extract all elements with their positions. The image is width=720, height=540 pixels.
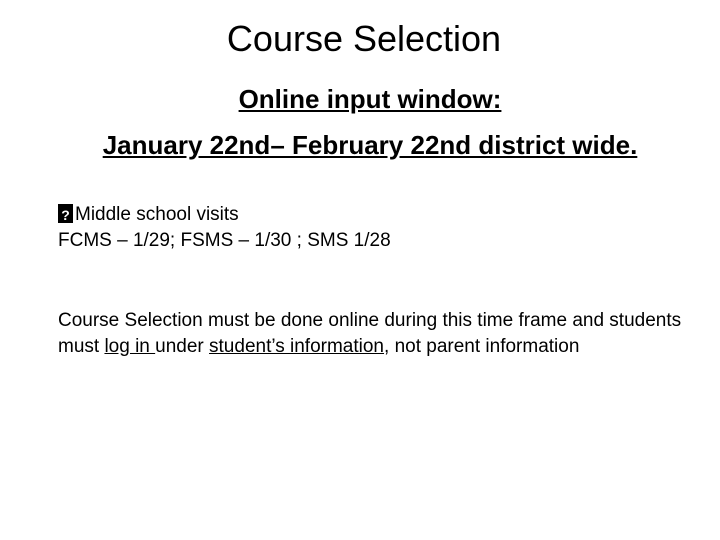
students-information-underlined: student’s information xyxy=(209,336,385,357)
instructions-paragraph xyxy=(58,308,698,360)
visits-block xyxy=(58,202,698,254)
instructions-text-3: , not parent information xyxy=(384,336,580,357)
instructions-text-2: under xyxy=(155,336,210,357)
subtitle-online-window: Online input window: xyxy=(238,84,502,114)
visits-heading: Middle school visits xyxy=(75,204,239,225)
subtitle-dates: January 22nd– February 22nd district wide. xyxy=(102,130,638,160)
instructions-text-1: Course Selection must be done online during this time frame and students must xyxy=(58,310,682,357)
visits-schedule: FCMS – 1/29; FSMS – 1/30 ; SMS 1/28 xyxy=(58,230,391,251)
visits-heading-line xyxy=(58,202,698,228)
slide-title: Course Selection xyxy=(226,18,502,59)
log-in-underlined: log in xyxy=(104,336,156,357)
missing-glyph-bullet-icon xyxy=(58,204,73,223)
